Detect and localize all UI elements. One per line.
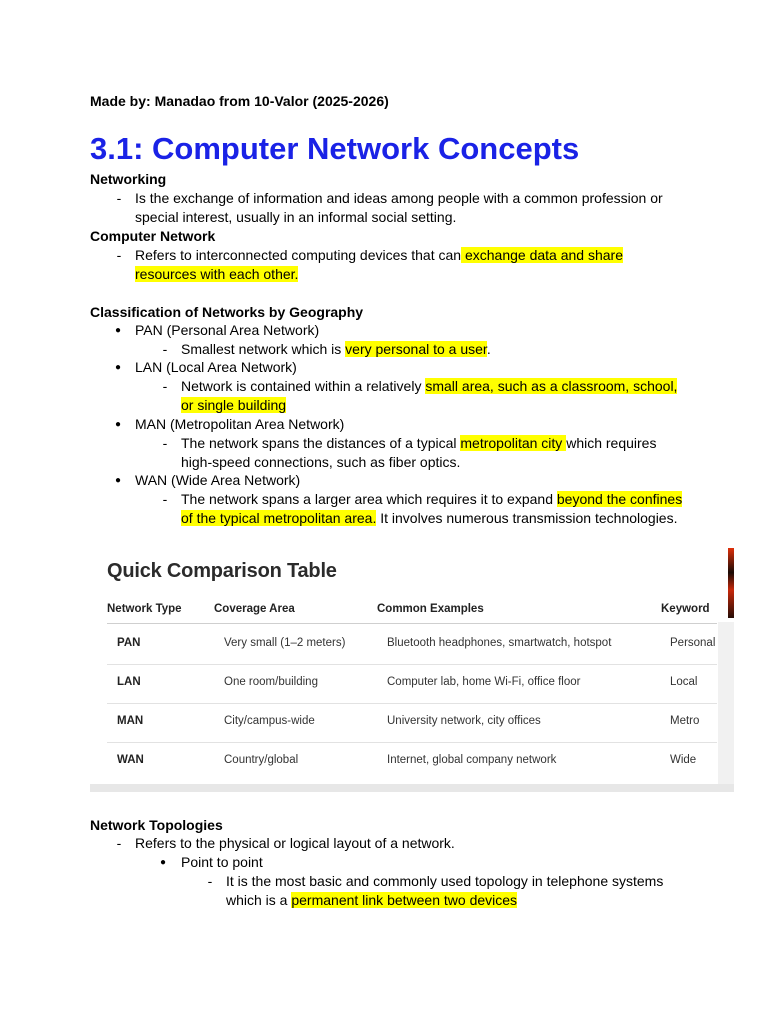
column-header: Common Examples [377, 603, 484, 615]
dash-marker: - [207, 873, 213, 889]
table-cell: MAN [117, 715, 144, 727]
column-header: Keyword [661, 603, 710, 615]
table-cell: Wide [670, 754, 697, 766]
image-edge-decoration [728, 548, 734, 618]
table-cell: Local [670, 676, 698, 688]
dash-marker: - [116, 247, 122, 263]
topologies-heading: Network Topologies [90, 817, 223, 833]
computer-network-heading: Computer Network [90, 228, 216, 244]
lan-label: LAN (Local Area Network) [135, 359, 297, 375]
table-cell: Computer lab, home Wi-Fi, office floor [387, 676, 581, 688]
table-divider [107, 703, 717, 704]
bullet-marker: ● [115, 362, 122, 373]
image-border [718, 622, 734, 792]
image-border [90, 784, 734, 792]
table-divider [107, 742, 717, 743]
computer-network-definition-line2: resources with each other. [135, 266, 299, 282]
table-cell: Metro [670, 715, 700, 727]
dash-marker: - [162, 378, 168, 394]
dash-marker: - [162, 435, 168, 451]
wan-label: WAN (Wide Area Network) [135, 472, 301, 488]
table-cell: University network, city offices [387, 715, 541, 727]
pan-label: PAN (Personal Area Network) [135, 322, 320, 338]
wan-description-line2: of the typical metropolitan area. It involves numerous transmission technologies. [181, 510, 678, 526]
table-cell: Personal [670, 637, 716, 649]
table-cell: LAN [117, 676, 141, 688]
table-cell: Country/global [224, 754, 299, 766]
man-label: MAN (Metropolitan Area Network) [135, 416, 345, 432]
table-cell: Very small (1–2 meters) [224, 637, 346, 649]
pan-description: Smallest network which is very personal to a user. [181, 341, 491, 357]
made-by-line: Made by: Manadao from 10-Valor (2025-2026) [90, 93, 389, 109]
table-divider [107, 664, 717, 665]
column-header: Coverage Area [214, 603, 295, 615]
point-to-point-line1: It is the most basic and commonly used topology in telephone systems [226, 873, 664, 889]
bullet-marker: ● [115, 325, 122, 336]
dash-marker: - [162, 341, 168, 357]
comparison-table-heading: Quick Comparison Table [107, 560, 337, 582]
computer-network-definition-line1: Refers to interconnected computing devices that can exchange data and share [135, 247, 623, 263]
dash-marker: - [116, 190, 122, 206]
table-cell: One room/building [224, 676, 318, 688]
column-header: Network Type [107, 603, 182, 615]
point-to-point-line2: which is a permanent link between two devices [226, 892, 518, 908]
point-to-point-label: Point to point [181, 854, 263, 870]
dash-marker: - [116, 835, 122, 851]
bullet-marker: ● [115, 419, 122, 430]
wan-description-line1: The network spans a larger area which requires it to expand beyond the confines [181, 491, 683, 507]
lan-description-line1: Network is contained within a relatively small area, such as a classroom, school, [181, 378, 678, 394]
page-title: 3.1: Computer Network Concepts [90, 131, 580, 166]
lan-description-line2: or single building [181, 397, 287, 413]
table-cell: Bluetooth headphones, smartwatch, hotspot [387, 637, 612, 649]
dash-marker: - [162, 491, 168, 507]
bullet-marker: ● [160, 857, 167, 868]
man-description-line1: The network spans the distances of a typical metropolitan city which requires [181, 435, 657, 451]
networking-heading: Networking [90, 171, 167, 187]
networking-definition-line2: special interest, usually in an informal social setting. [135, 209, 457, 225]
table-cell: WAN [117, 754, 144, 766]
networking-definition-line1: Is the exchange of information and ideas among people with a common profession or [135, 190, 663, 206]
table-cell: PAN [117, 637, 141, 649]
comparison-table-image [90, 548, 734, 792]
topologies-definition: Refers to the physical or logical layout of a network. [135, 835, 455, 851]
bullet-marker: ● [115, 475, 122, 486]
table-divider [107, 623, 717, 624]
classification-heading: Classification of Networks by Geography [90, 304, 364, 320]
man-description-line2: high-speed connections, such as fiber optics. [181, 454, 461, 470]
table-cell: Internet, global company network [387, 754, 557, 766]
table-cell: City/campus-wide [224, 715, 315, 727]
